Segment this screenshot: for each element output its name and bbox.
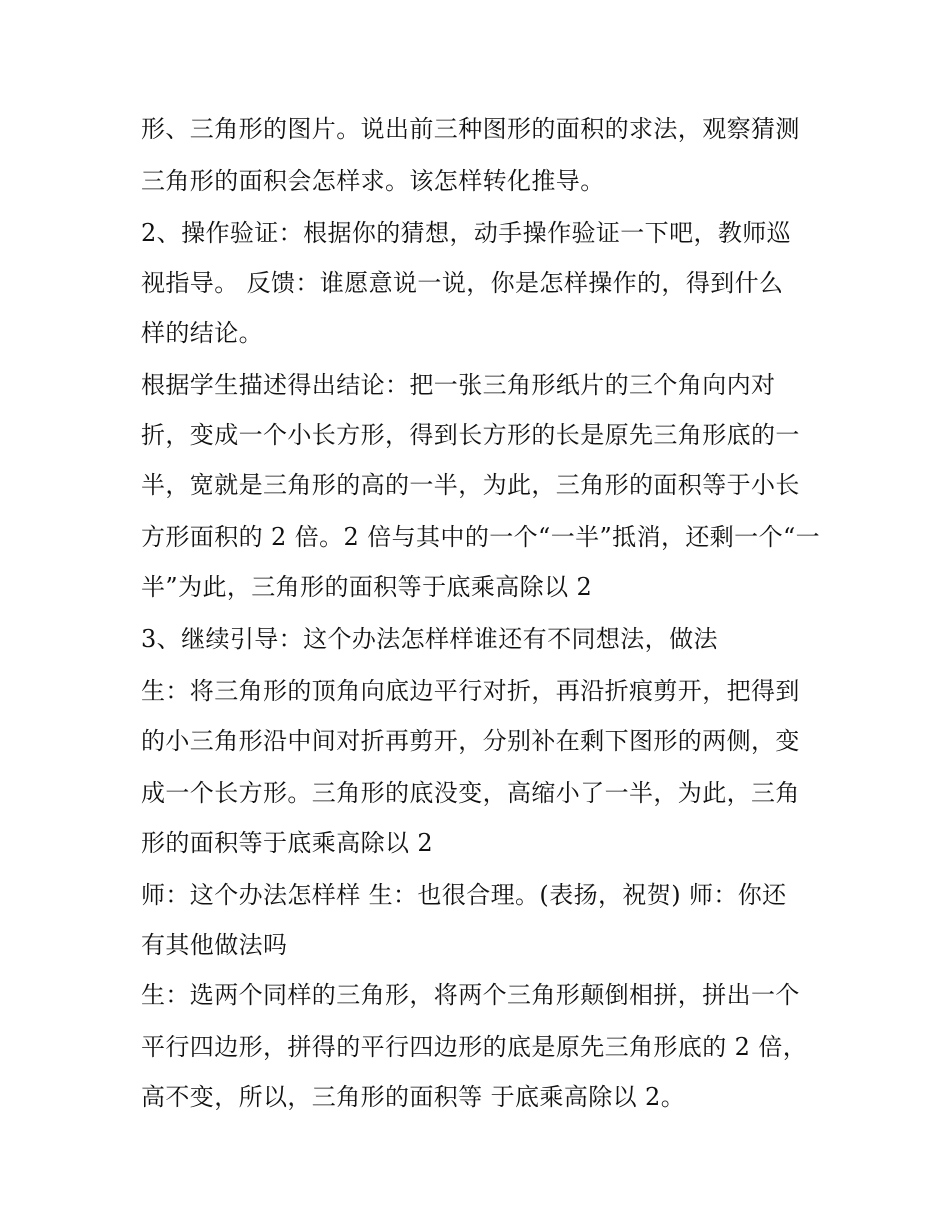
text-line: 形的面积等于底乘高除以 2 xyxy=(141,829,434,857)
text-line: 折，变成一个小长方形，得到长方形的长是原先三角形底的一 xyxy=(141,421,800,449)
text-line: 高不变，所以，三角形的面积等 于底乘高除以 2。 xyxy=(141,1083,686,1111)
text-line: 生：选两个同样的三角形，将两个三角形颠倒相拼，拼出一个 xyxy=(141,981,800,1009)
text-line: 方形面积的 2 倍。2 倍与其中的一个“一半”抵消，还剩一个“一 xyxy=(141,523,821,551)
text-line: 2、操作验证：根据你的猜想，动手操作验证一下吧，教师巡 xyxy=(141,219,792,247)
text-line: 师：这个办法怎样样 生：也很合理。(表扬，祝贺) 师：你还 xyxy=(141,881,787,909)
text-line: 样的结论。 xyxy=(141,319,263,347)
text-line: 生：将三角形的顶角向底边平行对折，再沿折痕剪开，把得到 xyxy=(141,677,800,705)
text-line: 有其他做法吗 xyxy=(141,931,288,959)
text-line: 根据学生描述得出结论：把一张三角形纸片的三个角向内对 xyxy=(141,371,776,399)
text-line: 成一个长方形。三角形的底没变，高缩小了一半，为此，三角 xyxy=(141,779,800,807)
text-line: 半”为此，三角形的面积等于底乘高除以 2 xyxy=(141,573,593,601)
text-line: 3、继续引导：这个办法怎样样谁还有不同想法，做法 xyxy=(141,625,718,653)
text-line: 平行四边形，拼得的平行四边形的底是原先三角形底的 2 倍， xyxy=(141,1033,808,1061)
text-line: 三角形的面积会怎样求。该怎样转化推导。 xyxy=(141,167,605,195)
text-line: 半，宽就是三角形的高的一半，为此，三角形的面积等于小长 xyxy=(141,471,800,499)
text-line: 视指导。 反馈：谁愿意说一说，你是怎样操作的，得到什么 xyxy=(141,269,784,297)
text-line: 的小三角形沿中间对折再剪开，分别补在剩下图形的两侧，变 xyxy=(141,727,800,755)
text-line: 形、三角形的图片。说出前三种图形的面积的求法，观察猜测 xyxy=(141,115,800,143)
